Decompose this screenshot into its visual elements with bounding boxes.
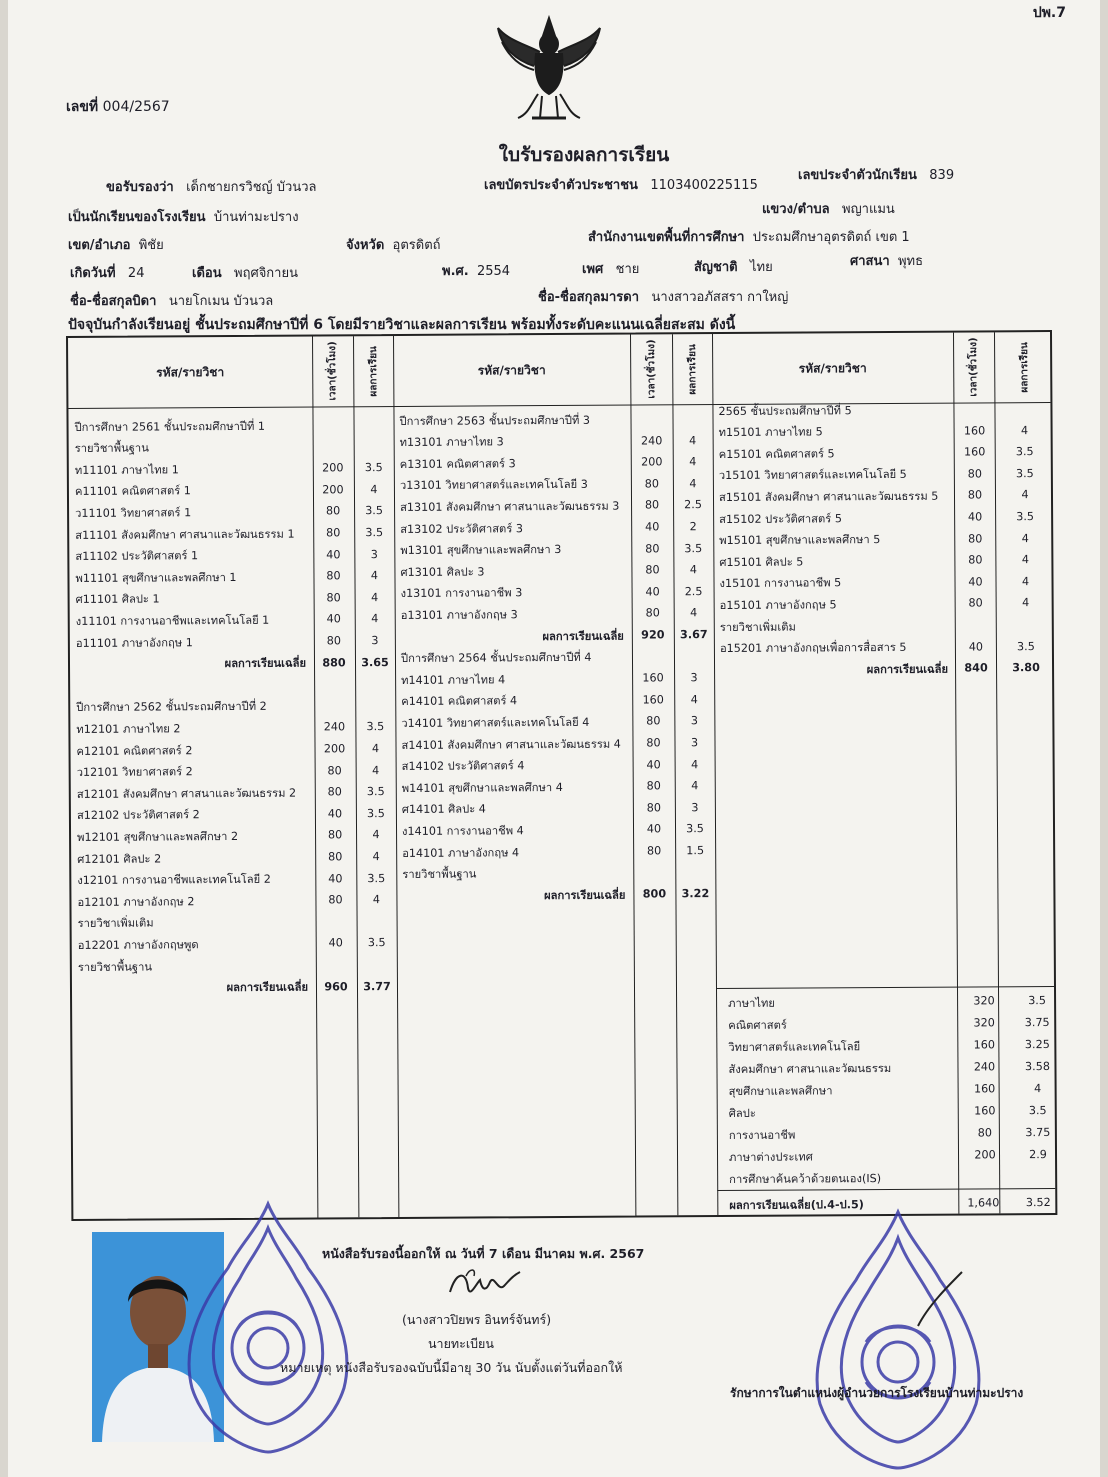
document-number xyxy=(66,96,170,118)
course-grade: 3.75 xyxy=(1025,1126,1051,1140)
course-grade: 1.5 xyxy=(686,844,705,858)
course-grade: 4 xyxy=(1021,531,1029,545)
subdistrict xyxy=(762,198,895,219)
course-hours: 240 xyxy=(640,433,663,448)
citizen-id xyxy=(484,174,758,195)
course-grade: 4 xyxy=(1021,574,1030,588)
sex xyxy=(582,258,639,279)
father-value: นายโกเมน บัวนวล xyxy=(168,294,274,309)
course-name: ง15101 การงานอาชีพ 5 xyxy=(719,576,842,591)
course-hours: 80 xyxy=(644,477,660,491)
course-hours: 80 xyxy=(645,541,660,556)
course-grade: 3.5 xyxy=(1016,639,1035,653)
course-name: ศ12101 ศิลปะ 2 xyxy=(77,851,162,866)
course-name: ว15101 วิทยาศาสตร์และเทคโนโลยี 5 xyxy=(718,468,907,483)
course-grade: 3.5 xyxy=(1028,1104,1047,1118)
course-grade: 3.5 xyxy=(686,822,704,836)
course-grade: 3.5 xyxy=(1028,994,1047,1008)
certificate-page xyxy=(8,0,1100,1477)
grade-table xyxy=(66,330,1057,1221)
course-grade: 3.5 xyxy=(367,871,386,885)
course-name: อ12101 ภาษาอังกฤษ 2 xyxy=(77,894,195,909)
course-hours: 40 xyxy=(326,612,341,626)
course-grade: 3.5 xyxy=(365,504,384,518)
course-name: ท13101 ภาษาไทย 3 xyxy=(399,435,504,450)
doc-no-value: 004/2567 xyxy=(102,99,170,115)
registrar-title: นายทะเบียน xyxy=(428,1336,494,1351)
course-name: ว12101 วิทยาศาสตร์ 2 xyxy=(76,765,193,780)
course-name: ท12101 ภาษาไทย 2 xyxy=(76,722,181,736)
course-name: รายวิชาพื้นฐาน xyxy=(74,441,149,456)
course-hours: 240 xyxy=(973,1060,996,1074)
course-hours: 80 xyxy=(645,563,660,577)
course-name: ปีการศึกษา 2561 ชั้นประถมศึกษาปีที่ 1 xyxy=(74,419,266,434)
header-hours-3: เวลา(ชั่วโมง) xyxy=(968,337,980,398)
student-number-label: เลขประจำตัวนักเรียน xyxy=(798,168,917,183)
doc-no-label: เลขที่ xyxy=(66,99,99,115)
sex-value: ชาย xyxy=(615,262,640,277)
course-hours: 80 xyxy=(326,526,341,540)
birth-month-label: เดือน xyxy=(192,266,222,281)
course-grade: 4 xyxy=(1021,553,1029,567)
course-grade: 4 xyxy=(1022,596,1030,610)
course-hours: 320 xyxy=(973,994,995,1008)
course-grade: 3 xyxy=(371,634,379,648)
course-name: ศ14101 ศิลปะ 4 xyxy=(401,802,486,817)
course-hours: 80 xyxy=(645,606,660,620)
course-name: ค12101 คณิตศาสตร์ 2 xyxy=(76,743,193,758)
course-hours: 80 xyxy=(327,785,342,799)
birth-day-value: 24 xyxy=(127,266,145,281)
course-hours: 80 xyxy=(327,828,343,842)
course-name: คณิตศาสตร์ xyxy=(728,1018,787,1032)
education-office xyxy=(588,226,910,247)
course-name: ท11101 ภาษาไทย 1 xyxy=(74,463,179,477)
course-grade: 3.5 xyxy=(366,785,385,799)
course-hours: 40 xyxy=(328,936,343,950)
course-name: ง12101 การงานอาชีพและเทคโนโลยี 2 xyxy=(77,872,271,888)
course-grade: 4 xyxy=(689,563,698,577)
course-grade: 4 xyxy=(689,433,697,447)
course-name: พ13101 สุขศึกษาและพลศึกษา 3 xyxy=(400,543,562,558)
course-grade: 3.75 xyxy=(1024,1016,1050,1030)
course-name: รายวิชาพื้นฐาน xyxy=(77,959,153,974)
office-value: ประถมศึกษาอุตรดิตถ์ เขต 1 xyxy=(752,230,910,245)
course-name: อ15201 ภาษาอังกฤษเพื่อการสื่อสาร 5 xyxy=(719,640,907,656)
course-grade: 3.5 xyxy=(1015,466,1034,480)
course-name: ปีการศึกษา 2563 ชั้นประถมศึกษาปีที่ 3 xyxy=(399,413,591,428)
sex-label: เพศ xyxy=(582,262,604,277)
header-hours-1: เวลา(ชั่วโมง) xyxy=(327,341,339,401)
course-name: อ15101 ภาษาอังกฤษ 5 xyxy=(719,598,837,612)
birth-year-label: พ.ศ. xyxy=(442,264,469,279)
course-hours: 80 xyxy=(968,596,983,610)
course-hours: 40 xyxy=(326,547,341,562)
course-grade: 2.5 xyxy=(684,498,702,512)
header-subject-2: รหัส/รายวิชา xyxy=(477,362,546,377)
course-hours: 80 xyxy=(967,467,983,481)
course-name: ผลการเรียนเฉลี่ย xyxy=(224,656,307,671)
course-name: ว13101 วิทยาศาสตร์และเทคโนโลยี 3 xyxy=(399,478,588,493)
course-name: พ14101 สุขศึกษาและพลศึกษา 4 xyxy=(401,780,563,795)
course-grade: 3.25 xyxy=(1024,1038,1050,1052)
course-hours: 160 xyxy=(963,423,986,438)
course-hours: 80 xyxy=(328,850,343,864)
course-hours: 320 xyxy=(973,1016,995,1030)
course-name: อ12201 ภาษาอังกฤษพูด xyxy=(77,938,199,952)
course-hours: 160 xyxy=(973,1082,996,1096)
page-title: ใบรับรองผลการเรียน xyxy=(498,144,670,166)
certify-line xyxy=(106,176,316,197)
course-grade: 4 xyxy=(689,476,697,490)
student-number xyxy=(798,164,954,185)
course-name: ภาษาต่างประเทศ xyxy=(728,1149,813,1164)
course-grade: 3 xyxy=(691,800,699,814)
student-name: เด็กชายกรวิชญ์ บัวนวล xyxy=(186,180,317,195)
course-grade: 3.5 xyxy=(365,526,384,540)
course-hours: 840 xyxy=(964,661,988,675)
course-grade: 3.5 xyxy=(1016,510,1035,524)
mother-name xyxy=(538,286,788,307)
citizen-id-label: เลขบัตรประจำตัวประชาชน xyxy=(484,178,638,193)
course-name: ท14101 ภาษาไทย 4 xyxy=(401,673,506,687)
course-grade: 4 xyxy=(1021,488,1029,502)
course-name: สุขศึกษาและพลศึกษา xyxy=(728,1083,833,1098)
course-name: ส11102 ประวัติศาสตร์ 1 xyxy=(75,549,199,564)
course-name: รายวิชาเพิ่มเติม xyxy=(77,916,154,931)
district-label: เขต/อำเภอ xyxy=(68,238,131,253)
course-name: ว14101 วิทยาศาสตร์และเทคโนโลยี 4 xyxy=(401,715,590,730)
religion-label: ศาสนา xyxy=(850,254,890,269)
course-name: ผลการเรียนเฉลี่ย xyxy=(542,629,624,643)
religion xyxy=(850,250,923,271)
course-grade: 3 xyxy=(690,671,698,685)
course-name: อ11101 ภาษาอังกฤษ 1 xyxy=(75,635,193,650)
header-subject-1: รหัส/รายวิชา xyxy=(156,364,225,379)
course-hours: 920 xyxy=(641,628,665,642)
course-name: ส14102 ประวัติศาสตร์ 4 xyxy=(401,759,525,774)
course-grade: 3.65 xyxy=(361,655,389,669)
course-name: อ14101 ภาษาอังกฤษ 4 xyxy=(402,845,520,860)
course-grade: 4 xyxy=(370,569,379,583)
form-code: ปพ.7 xyxy=(1032,5,1066,21)
course-hours: 160 xyxy=(642,693,664,707)
course-name: 2565 ชั้นประถมศึกษาปีที่ 5 xyxy=(718,403,852,418)
course-hours: 200 xyxy=(641,455,663,469)
course-grade: 4 xyxy=(689,455,697,469)
registrar-signature-icon xyxy=(446,1262,526,1306)
course-hours: 80 xyxy=(644,498,660,512)
course-grade: 3.5 xyxy=(364,461,383,475)
course-grade: 2.5 xyxy=(684,584,703,599)
subdistrict-label: แขวง/ตำบล xyxy=(762,202,830,217)
course-name: ส13101 สังคมศึกษา ศาสนาและวัฒนธรรม 3 xyxy=(400,499,620,514)
course-name: ผลการเรียนเฉลี่ย xyxy=(226,980,309,995)
course-hours: 40 xyxy=(646,822,662,836)
course-hours: 240 xyxy=(323,720,346,734)
birth-month-value: พฤศจิกายน xyxy=(234,266,298,281)
birth-year xyxy=(442,260,510,281)
course-hours: 80 xyxy=(327,763,342,778)
birth-month xyxy=(192,262,298,283)
course-name: ผลการเรียนเฉลี่ย xyxy=(544,888,626,902)
course-hours: 160 xyxy=(642,671,664,685)
father-name xyxy=(70,290,273,311)
course-name: ปีการศึกษา 2564 ชั้นประถมศึกษาปีที่ 4 xyxy=(400,650,592,666)
header-hours-2: เวลา(ชั่วโมง) xyxy=(645,339,657,400)
course-grade: 3.5 xyxy=(366,720,385,734)
mother-label: ชื่อ-ชื่อสกุลมารดา xyxy=(538,290,640,305)
course-grade: 2 xyxy=(689,520,697,534)
course-name: ส11101 สังคมศึกษา ศาสนาและวัฒนธรรม 1 xyxy=(75,527,295,542)
course-grade: 3.5 xyxy=(367,936,386,950)
course-name: ส13102 ประวัติศาสตร์ 3 xyxy=(400,521,524,536)
course-hours: 80 xyxy=(646,736,661,750)
course-grade: 4 xyxy=(690,692,698,706)
course-grade: 4 xyxy=(1034,1082,1042,1096)
school-line xyxy=(68,206,299,227)
school-label: เป็นนักเรียนของโรงเรียน xyxy=(68,210,206,225)
course-name: ค13101 คณิตศาสตร์ 3 xyxy=(399,456,516,471)
course-name: ง14101 การงานอาชีพ 4 xyxy=(401,824,524,838)
course-hours: 40 xyxy=(968,639,984,654)
course-name: ง13101 การงานอาชีพ 3 xyxy=(400,586,523,601)
course-hours: 200 xyxy=(322,461,344,475)
course-name: ผลการเรียนเฉลี่ย xyxy=(866,662,949,676)
district-value: พิชัย xyxy=(138,238,164,253)
course-hours: 960 xyxy=(324,979,348,994)
course-grade: 4 xyxy=(372,893,381,907)
course-name: พ11101 สุขศึกษาและพลศึกษา 1 xyxy=(75,570,237,585)
course-hours: 80 xyxy=(326,634,342,648)
course-hours: 40 xyxy=(327,807,343,821)
course-name: ส12101 สังคมศึกษา ศาสนาและวัฒนธรรม 2 xyxy=(76,786,297,801)
overall-hours: 1,640 xyxy=(967,1196,1000,1210)
education-office-seal-stamp-icon xyxy=(798,1206,998,1474)
course-hours: 80 xyxy=(646,801,662,815)
course-hours: 80 xyxy=(977,1126,993,1140)
course-name: พ12101 สุขศึกษาและพลศึกษา 2 xyxy=(77,829,239,844)
registrar-name: (นางสาวปิยพร อินทร์จันทร์) xyxy=(402,1312,552,1327)
subdistrict-value: พญาแมน xyxy=(842,202,895,217)
header-grade-2: ผลการเรียน xyxy=(686,343,698,395)
course-grade: 4 xyxy=(371,590,379,604)
course-grade: 4 xyxy=(372,763,380,777)
course-name: ค15101 คณิตศาสตร์ 5 xyxy=(718,446,835,461)
course-name: การงานอาชีพ xyxy=(728,1128,796,1142)
course-name: สังคมศึกษา ศาสนาและวัฒนธรรม xyxy=(728,1061,892,1076)
course-grade: 3.5 xyxy=(684,541,703,555)
course-name: การศึกษาค้นคว้าด้วยตนเอง(IS) xyxy=(729,1171,882,1186)
course-grade: 3.58 xyxy=(1024,1060,1050,1074)
course-grade: 4 xyxy=(1020,423,1029,437)
course-name: ศ13101 ศิลปะ 3 xyxy=(400,565,485,579)
course-name: ภาษาไทย xyxy=(728,996,776,1010)
nationality-label: สัญชาติ xyxy=(694,260,738,275)
course-grade: 4 xyxy=(372,850,380,864)
office-label: สำนักงานเขตพื้นที่การศึกษา xyxy=(588,230,745,245)
certify-label: ขอรับรองว่า xyxy=(106,180,174,195)
course-hours: 80 xyxy=(326,591,341,605)
course-name: ส15101 สังคมศึกษา ศาสนาและวัฒนธรรม 5 xyxy=(718,489,939,504)
course-name: ค11101 คณิตศาสตร์ 1 xyxy=(74,484,191,499)
course-hours: 200 xyxy=(322,483,344,497)
course-name: รายวิชาพื้นฐาน xyxy=(402,867,477,882)
course-grade: 4 xyxy=(371,742,380,756)
course-hours: 40 xyxy=(645,585,660,599)
course-grade: 3 xyxy=(690,714,698,728)
issue-date: หนังสือรับรองนี้ออกให้ ณ วันที่ 7 เดือน มีนาคม พ.ศ. 2567 xyxy=(322,1246,645,1261)
course-hours: 80 xyxy=(646,714,661,728)
student-number-value: 839 xyxy=(929,168,955,183)
course-hours: 40 xyxy=(645,520,660,534)
course-grade: 4 xyxy=(370,482,378,496)
course-name: ง11101 การงานอาชีพและเทคโนโลยี 1 xyxy=(75,613,270,628)
course-name: อ13101 ภาษาอังกฤษ 3 xyxy=(400,608,518,622)
province-value: อุตรดิตถ์ xyxy=(392,238,441,253)
course-name: ส12102 ประวัติศาสตร์ 2 xyxy=(76,808,200,823)
course-grade: 3.77 xyxy=(363,979,391,993)
nationality xyxy=(694,256,773,277)
course-name: ปีการศึกษา 2562 ชั้นประถมศึกษาปีที่ 2 xyxy=(76,700,267,715)
course-grade: 3.5 xyxy=(366,806,385,820)
header-grade-3: ผลการเรียน xyxy=(1018,341,1030,393)
father-label: ชื่อ-ชื่อสกุลบิดา xyxy=(70,294,157,309)
school-value: บ้านท่ามะปราง xyxy=(213,210,299,225)
course-name: ว11101 วิทยาศาสตร์ 1 xyxy=(75,506,192,520)
course-grade: 2.9 xyxy=(1029,1148,1047,1162)
course-name: ท15101 ภาษาไทย 5 xyxy=(718,425,823,440)
course-hours: 40 xyxy=(646,757,661,772)
course-grade: 4 xyxy=(691,757,699,771)
course-hours: 160 xyxy=(973,1038,996,1052)
birth-day-label: เกิดวันที่ xyxy=(70,266,116,281)
course-hours: 80 xyxy=(646,779,661,793)
course-grade: 4 xyxy=(691,779,699,793)
overall-average-label: ผลการเรียนเฉลี่ย(ป.4-ป.5) xyxy=(729,1197,864,1212)
nationality-value: ไทย xyxy=(749,260,773,275)
course-grade: 3.5 xyxy=(1015,445,1034,459)
intro-text: ปัจจุบันกำลังเรียนอยู่ ชั้นประถมศึกษาปีที่ 6 โดยมีรายวิชาและผลการเรียน พร้อมทั้งระดับคะแนนเฉลี่ยสะสม ดังนี้ xyxy=(68,317,736,333)
course-grade: 3.80 xyxy=(1012,661,1040,675)
course-hours: 160 xyxy=(974,1104,996,1118)
validity-note: หมายเหตุ หนังสือรับรองฉบับนี้มีอายุ 30 วัน นับตั้งแต่วันที่ออกให้ xyxy=(280,1360,623,1375)
course-hours: 80 xyxy=(326,569,341,583)
course-grade: 3.22 xyxy=(681,887,710,901)
birth-year-value: 2554 xyxy=(476,264,511,279)
course-grade: 3.67 xyxy=(679,628,708,642)
course-hours: 40 xyxy=(967,510,983,524)
course-hours: 880 xyxy=(322,655,346,670)
course-grade: 4 xyxy=(372,828,380,842)
course-hours: 800 xyxy=(642,887,667,901)
garuda-emblem-icon xyxy=(494,14,604,124)
course-hours: 80 xyxy=(967,488,983,502)
religion-value: พุทธ xyxy=(897,254,924,269)
course-name: วิทยาศาสตร์และเทคโนโลยี xyxy=(728,1039,861,1054)
course-hours: 80 xyxy=(968,531,983,546)
course-grade: 3 xyxy=(370,547,378,561)
course-hours: 160 xyxy=(963,445,986,459)
mother-value: นางสาวอภัสสรา กาใหญ่ xyxy=(651,290,789,305)
birth-day xyxy=(70,262,144,283)
course-name: ส14101 สังคมศึกษา ศาสนาและวัฒนธรรม 4 xyxy=(401,737,621,752)
overall-gpa: 3.52 xyxy=(1025,1196,1051,1210)
province-label: จังหวัด xyxy=(346,238,385,253)
course-name: ศ15101 ศิลปะ 5 xyxy=(719,555,804,569)
header-grade-1: ผลการเรียน xyxy=(367,345,379,397)
course-name: ค14101 คณิตศาสตร์ 4 xyxy=(401,694,518,709)
citizen-id-value: 1103400225115 xyxy=(650,178,758,193)
course-hours: 80 xyxy=(646,844,662,858)
director-title: รักษาการในตำแหน่งผู้อำนวยการโรงเรียนบ้านท่ามะปราง xyxy=(730,1386,1024,1400)
school-seal-stamp-icon xyxy=(168,1198,368,1458)
course-hours: 200 xyxy=(323,742,346,756)
course-hours: 80 xyxy=(968,553,983,567)
course-grade: 3 xyxy=(690,736,699,750)
course-grade: 4 xyxy=(371,612,379,626)
district xyxy=(68,234,164,255)
course-hours: 40 xyxy=(328,871,343,886)
province xyxy=(346,234,441,255)
course-hours: 200 xyxy=(974,1148,996,1162)
course-grade: 4 xyxy=(690,606,698,620)
course-hours: 40 xyxy=(968,575,983,589)
header-subject-3: รหัส/รายวิชา xyxy=(798,360,867,376)
course-hours: 80 xyxy=(328,893,343,907)
course-name: รายวิชาเพิ่มเติม xyxy=(719,620,796,634)
course-name: ศ11101 ศิลปะ 1 xyxy=(75,592,160,607)
course-hours: 80 xyxy=(325,504,341,518)
course-name: พ15101 สุขศึกษาและพลศึกษา 5 xyxy=(719,533,881,548)
course-name: ศิลปะ xyxy=(728,1106,756,1120)
course-name: ส15102 ประวัติศาสตร์ 5 xyxy=(719,511,842,526)
